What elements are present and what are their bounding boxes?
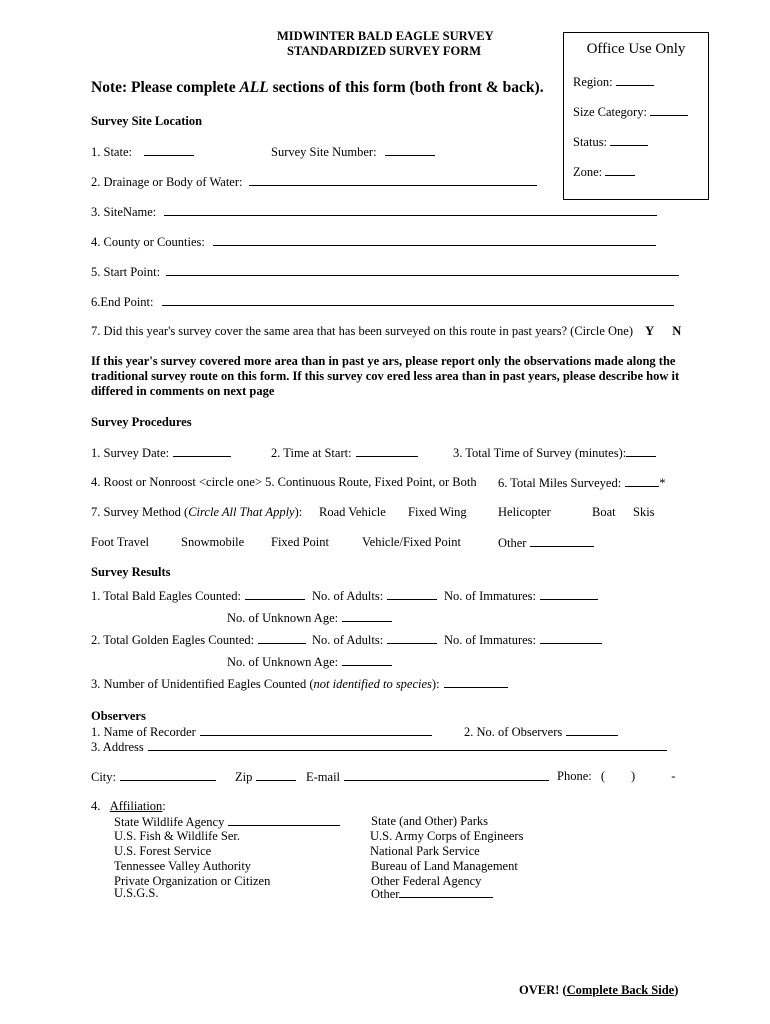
affiliation-nps[interactable]: National Park Service — [370, 844, 480, 858]
bald-adults-label: No. of Adults: — [312, 589, 384, 603]
golden-immatures-label: No. of Immatures: — [444, 633, 536, 647]
unidentified-italic: not identified to species — [313, 677, 432, 691]
completion-note — [91, 79, 544, 97]
unidentified-prefix: 3. Number of Unidentified Eagles Counted ( — [91, 677, 314, 691]
survey-method-label — [91, 505, 302, 520]
same-area-question — [91, 324, 681, 339]
address-field[interactable] — [91, 739, 667, 755]
site-name-label: 3. SiteName: — [91, 205, 157, 219]
office-region-field[interactable] — [573, 74, 654, 90]
bald-total-field[interactable] — [91, 588, 305, 604]
affiliation-colon: : — [162, 799, 166, 813]
office-status-label: Status: — [573, 135, 608, 149]
zip-label: Zip — [235, 770, 253, 784]
same-area-yes[interactable]: Y — [645, 324, 655, 338]
email-field[interactable] — [306, 769, 549, 785]
affiliation-other-federal[interactable]: Other Federal Agency — [371, 874, 482, 888]
method-vehicle-fixed-point[interactable]: Vehicle/Fixed Point — [362, 535, 461, 549]
email-label: E-mail — [306, 770, 341, 784]
affiliation-state-parks[interactable]: State (and Other) Parks — [371, 814, 488, 828]
bald-immatures-field[interactable] — [444, 588, 598, 604]
recorder-field[interactable] — [91, 724, 432, 740]
affiliation-usfs[interactable]: U.S. Forest Service — [114, 844, 212, 858]
method-foot-travel[interactable]: Foot Travel — [91, 535, 150, 549]
method-fixed-wing[interactable]: Fixed Wing — [408, 505, 467, 519]
method-fixed-point[interactable]: Fixed Point — [271, 535, 329, 549]
zip-field[interactable] — [235, 769, 296, 785]
num-observers-label: 2. No. of Observers — [464, 725, 563, 739]
method-italic: Circle All That Apply — [188, 505, 295, 519]
affiliation-state-wildlife[interactable] — [114, 814, 340, 830]
city-field[interactable] — [91, 769, 216, 785]
start-point-field[interactable] — [91, 264, 679, 280]
office-zone-label: Zone: — [573, 165, 603, 179]
method-other-label: Other — [498, 536, 527, 550]
golden-adults-field[interactable] — [312, 632, 437, 648]
phone-dash: - — [671, 769, 676, 783]
method-helicopter[interactable]: Helicopter — [498, 505, 551, 519]
total-miles-star: * — [659, 476, 666, 490]
method-snowmobile[interactable]: Snowmobile — [181, 535, 245, 549]
recorder-label: 1. Name of Recorder — [91, 725, 196, 739]
state-label: 1. State: — [91, 145, 132, 159]
county-label: 4. County or Counties: — [91, 235, 205, 249]
affiliation-usgs[interactable]: U.S.G.S. — [114, 886, 159, 900]
form-title-line2: STANDARDIZED SURVEY FORM — [287, 44, 482, 58]
affiliation-number: 4. — [91, 799, 101, 813]
golden-total-field[interactable] — [91, 632, 306, 648]
total-miles-label: 6. Total Miles Surveyed: — [498, 476, 622, 490]
drainage-field[interactable] — [91, 174, 537, 190]
survey-date-field[interactable] — [91, 445, 231, 461]
affiliation-heading — [91, 799, 166, 814]
state-field[interactable] — [91, 144, 194, 160]
affiliation-other[interactable] — [371, 886, 493, 902]
total-miles-field[interactable] — [498, 475, 665, 491]
method-suffix: ): — [294, 505, 303, 519]
golden-total-label: 2. Total Golden Eagles Counted: — [91, 633, 255, 647]
method-other-field[interactable] — [498, 535, 594, 551]
bald-unknown-field[interactable] — [227, 610, 392, 626]
site-number-field[interactable] — [271, 144, 435, 160]
county-field[interactable] — [91, 234, 656, 250]
address-label: 3. Address — [91, 740, 144, 754]
observers-heading: Observers — [91, 709, 146, 723]
affiliation-blm[interactable]: Bureau of Land Management — [371, 859, 518, 873]
office-zone-field[interactable] — [573, 164, 635, 180]
note-suffix: sections of this form (both front & back). — [268, 79, 544, 96]
bald-immatures-label: No. of Immatures: — [444, 589, 536, 603]
note-prefix: Note: Please complete — [91, 79, 240, 96]
over-close-paren: ) — [674, 983, 679, 997]
office-region-label: Region: — [573, 75, 613, 89]
bald-unknown-label: No. of Unknown Age: — [227, 611, 339, 625]
end-point-label: 6.End Point: — [91, 295, 154, 309]
bald-adults-field[interactable] — [312, 588, 437, 604]
procedures-heading: Survey Procedures — [91, 415, 192, 429]
roost-route-question[interactable]: 4. Roost or Nonroost <circle one> 5. Continuous Route, Fixed Point, or Both — [91, 475, 477, 489]
golden-immatures-field[interactable] — [444, 632, 602, 648]
time-start-field[interactable] — [271, 445, 418, 461]
survey-date-label: 1. Survey Date: — [91, 446, 170, 460]
over-note — [519, 983, 678, 998]
golden-adults-label: No. of Adults: — [312, 633, 384, 647]
office-use-box — [563, 32, 709, 200]
office-status-field[interactable] — [573, 134, 648, 150]
golden-unknown-field[interactable] — [227, 654, 392, 670]
city-label: City: — [91, 770, 117, 784]
complete-back-side: Complete Back Side — [566, 983, 675, 997]
phone-label: Phone: — [557, 769, 592, 783]
office-size-category-label: Size Category: — [573, 105, 647, 119]
phone-field[interactable] — [557, 769, 675, 784]
affiliation-private[interactable]: Private Organization or Citizen — [114, 874, 271, 888]
form-title-line1: MIDWINTER BALD EAGLE SURVEY — [277, 29, 494, 43]
office-use-heading: Office Use Only — [586, 41, 686, 57]
start-point-label: 5. Start Point: — [91, 265, 161, 279]
golden-unknown-label: No. of Unknown Age: — [227, 655, 339, 669]
over-text: OVER! ( — [519, 983, 567, 997]
affiliation-other-label: Other — [371, 887, 400, 901]
bald-total-label: 1. Total Bald Eagles Counted: — [91, 589, 241, 603]
affiliation-usfws[interactable]: U.S. Fish & Wildlife Ser. — [114, 829, 241, 843]
site-number-label: Survey Site Number: — [271, 145, 377, 159]
coverage-instructions: If this year's survey covered more area than in past ye ars, please report only the observations made along the traditional survey route on this form. If this survey cov ered less area than in past years, please describe how it differed in comments on next page — [91, 354, 680, 398]
affiliation-tva[interactable]: Tennessee Valley Authority — [114, 859, 252, 873]
affiliation-state-wildlife-label: State Wildlife Agency — [114, 815, 225, 829]
phone-open-paren: ( — [600, 769, 606, 783]
affiliation-army-corps[interactable]: U.S. Army Corps of Engineers — [370, 829, 524, 843]
method-skis[interactable]: Skis — [633, 505, 655, 519]
results-heading: Survey Results — [91, 565, 171, 579]
same-area-no[interactable]: N — [672, 324, 682, 338]
num-observers-field[interactable] — [464, 724, 618, 740]
note-all: ALL — [239, 79, 269, 96]
same-area-text: 7. Did this year's survey cover the same area that has been surveyed on this route in past years? (Circle One) — [91, 324, 633, 338]
site-name-field[interactable] — [91, 204, 657, 220]
site-location-heading: Survey Site Location — [91, 114, 203, 128]
phone-close-paren: ) — [631, 769, 636, 783]
unidentified-field[interactable] — [91, 676, 508, 692]
office-size-category-field[interactable] — [573, 104, 688, 120]
end-point-field[interactable] — [91, 294, 674, 310]
total-time-label: 3. Total Time of Survey (minutes): — [453, 446, 627, 460]
time-start-label: 2. Time at Start: — [271, 446, 352, 460]
method-road-vehicle[interactable]: Road Vehicle — [319, 505, 386, 519]
method-boat[interactable]: Boat — [592, 505, 616, 519]
unidentified-suffix: ): — [431, 677, 440, 691]
drainage-label: 2. Drainage or Body of Water: — [91, 175, 243, 189]
affiliation-label: Affiliation — [109, 799, 163, 813]
method-prefix: 7. Survey Method ( — [91, 505, 189, 519]
total-time-field[interactable] — [453, 445, 656, 461]
